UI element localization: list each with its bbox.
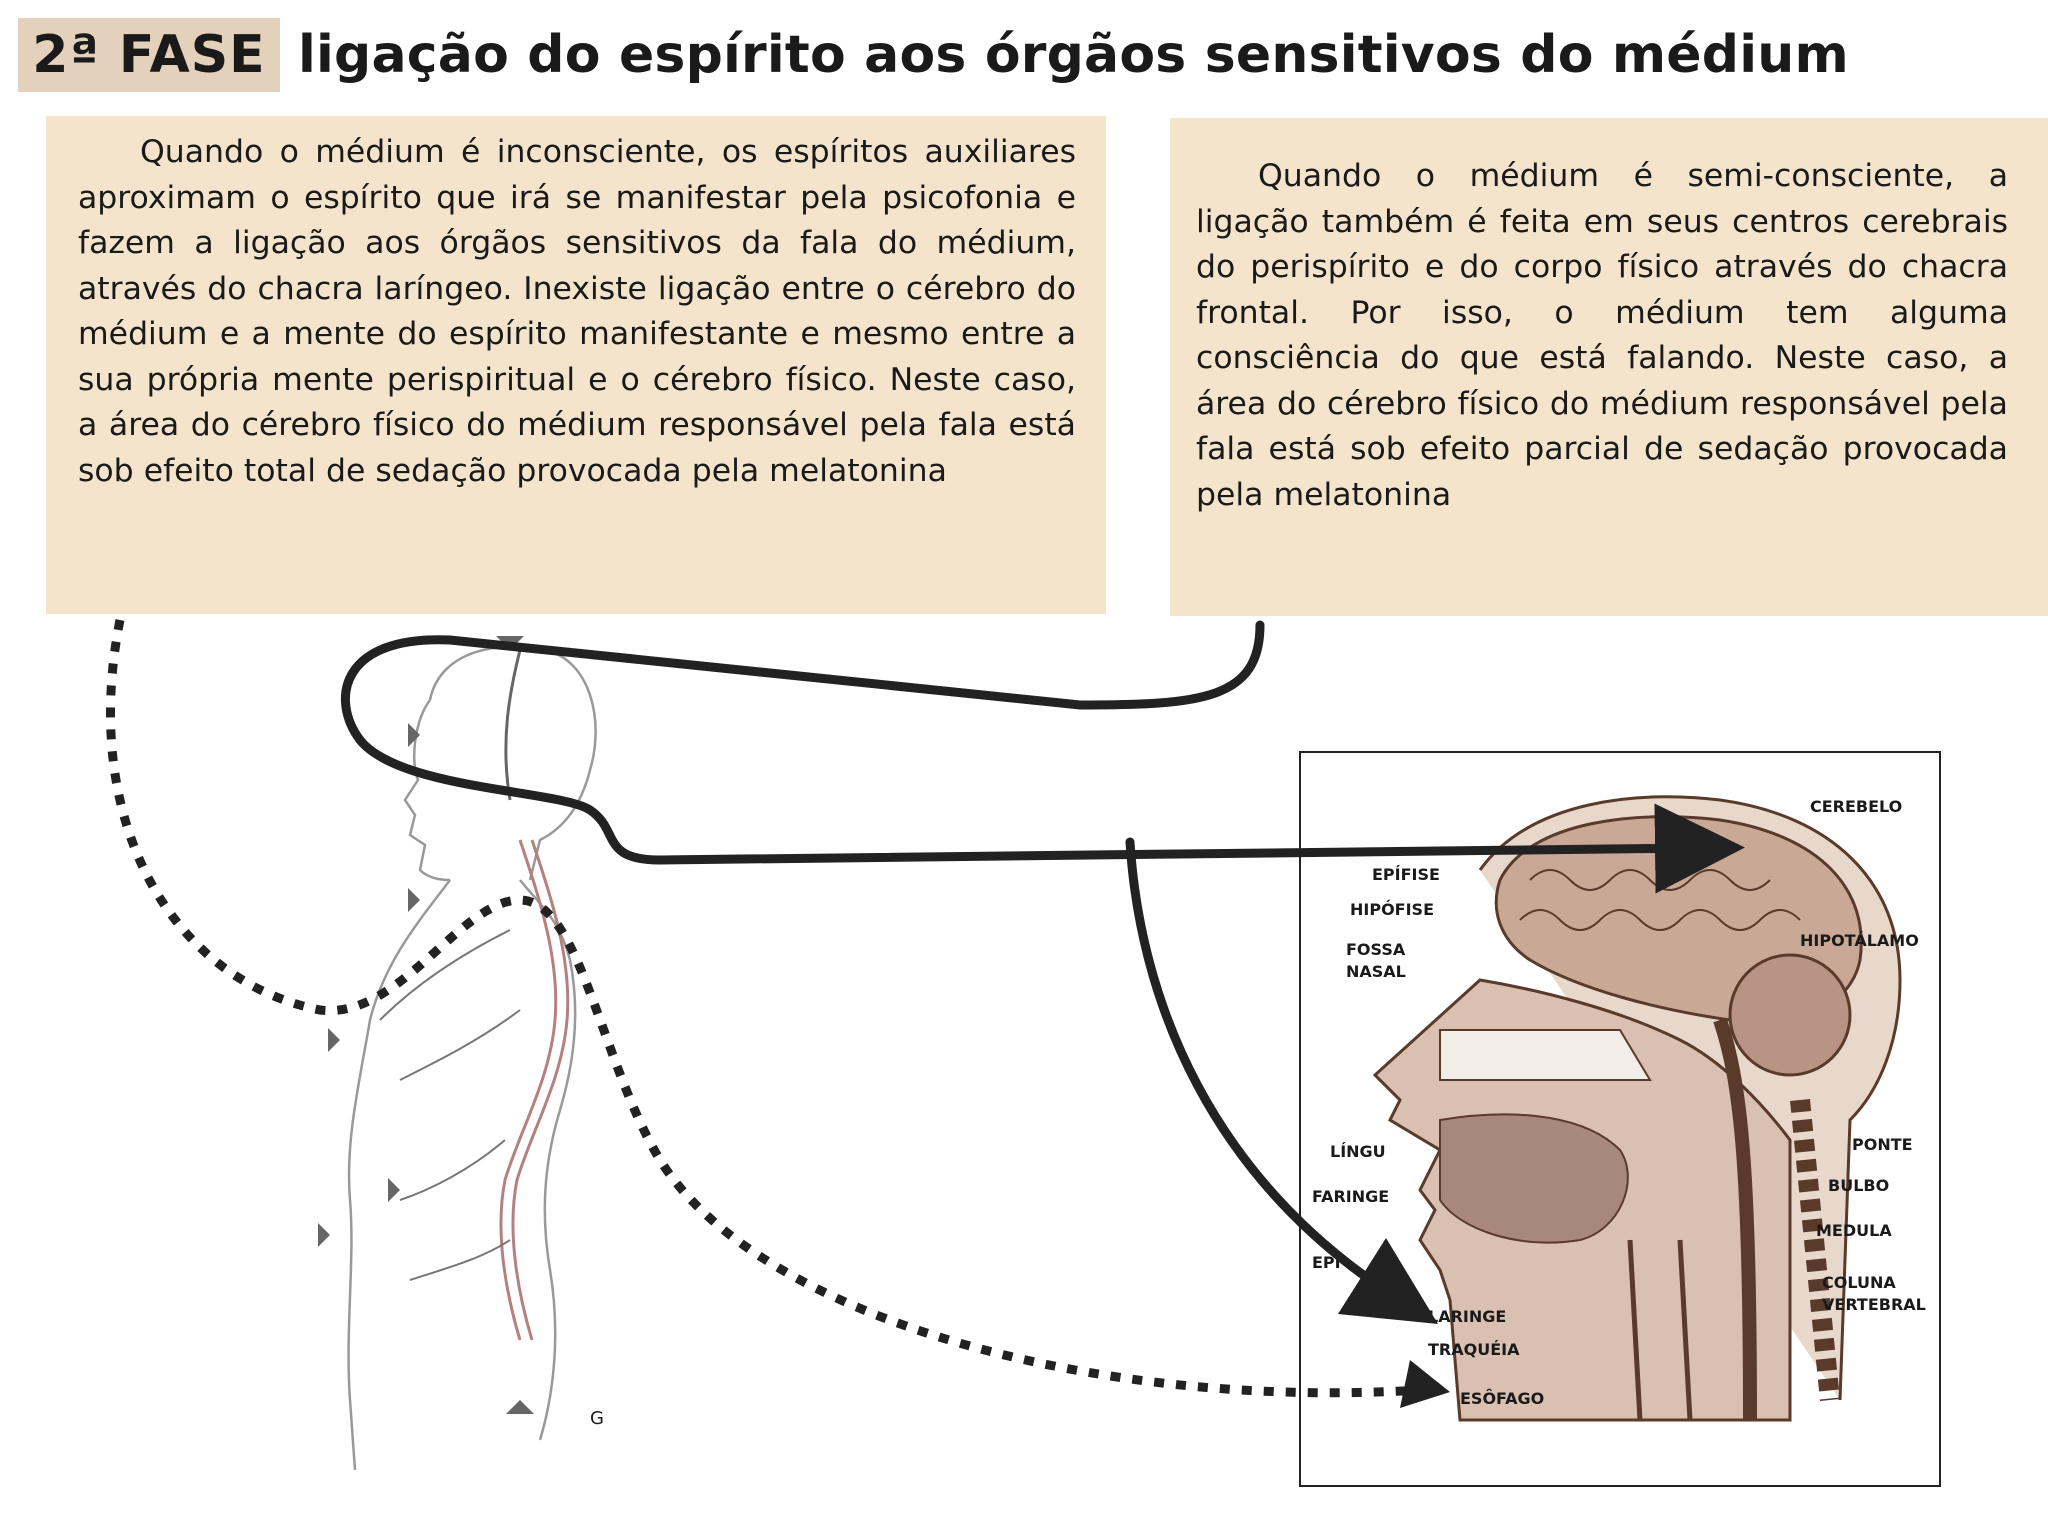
- brain-nerve: [506, 650, 520, 800]
- label-vertebral: VERTEBRAL: [1822, 1295, 1926, 1314]
- label-fossa: FOSSA: [1346, 940, 1406, 959]
- label-nasal: NASAL: [1346, 962, 1406, 981]
- page-title: ligação do espírito aos órgãos sensitivos do médium: [298, 25, 1849, 85]
- label-ponte: PONTE: [1852, 1135, 1913, 1154]
- label-epifise: EPÍFISE: [1372, 865, 1440, 884]
- chakra-laryngeal: [408, 888, 420, 912]
- label-coluna: COLUNA: [1822, 1273, 1896, 1292]
- label-hipofise: HIPÓFISE: [1350, 900, 1435, 919]
- unconscious-dotted-line: [110, 620, 1420, 1393]
- chakra-base: [506, 1400, 534, 1414]
- figure-mark: G: [590, 1408, 604, 1429]
- cerebellum-shape: [1730, 955, 1850, 1075]
- phase-label: 2ª FASE: [32, 25, 266, 85]
- label-bulbo: BULBO: [1828, 1176, 1890, 1195]
- chakra-solar: [388, 1178, 400, 1202]
- oral-cavity: [1440, 1114, 1628, 1242]
- label-lingua: LÍNGU: [1330, 1142, 1386, 1161]
- chest-outline: [349, 880, 450, 1470]
- text-unconscious: Quando o médium é inconsciente, os espíritos auxiliares aproximam o espírito que irá se manifestar pela psicofonia e fazem a ligação aos órgãos sensitivos da fala do médium, através do chacra laríngeo. Inexiste ligação entre o cérebro do médium e a mente do espírito manifestante e mesmo entre a sua própria mente perispiritual e o cérebro físico. Neste caso, a área do cérebro físico do médium responsável pela fala está sob efeito total de sedação provocada pela melatonina: [78, 134, 1076, 489]
- label-faringe: FARINGE: [1312, 1187, 1390, 1206]
- nerve-2: [400, 1010, 520, 1080]
- label-laringe: LARINGE: [1428, 1307, 1507, 1326]
- spine: [380, 650, 568, 1340]
- label-hipotalamo: HIPOTÁLAMO: [1800, 931, 1919, 950]
- label-epiglote: EPI: [1312, 1253, 1341, 1272]
- nerve-4: [410, 1240, 510, 1280]
- label-cerebelo: CEREBELO: [1810, 797, 1903, 816]
- anatomy-panel: [1300, 752, 1940, 1486]
- nerve-3: [400, 1140, 505, 1200]
- chakra-cardiac: [328, 1028, 340, 1052]
- label-traqueia: TRAQUÉIA: [1428, 1340, 1520, 1359]
- spine-line-2: [513, 840, 568, 1340]
- text-semiconscious: Quando o médium é semi-consciente, a ligação também é feita em seus centros cerebrais do perispírito e do corpo físico através do chacra frontal. Por isso, o médium tem alguma consciência do que está falando. Neste caso, a área do cérebro físico do médium responsável pela fala está sob efeito parcial de sedação provocada pela melatonina: [1196, 158, 2008, 513]
- label-medula: MEDULA: [1816, 1221, 1892, 1240]
- label-esofago: ESÔFAGO: [1460, 1389, 1545, 1408]
- chakra-splenic: [318, 1223, 330, 1247]
- back-outline: [540, 960, 575, 1440]
- body-figure: [349, 647, 596, 1470]
- nerve-1: [380, 930, 510, 1020]
- nasal-cavity: [1440, 1030, 1650, 1080]
